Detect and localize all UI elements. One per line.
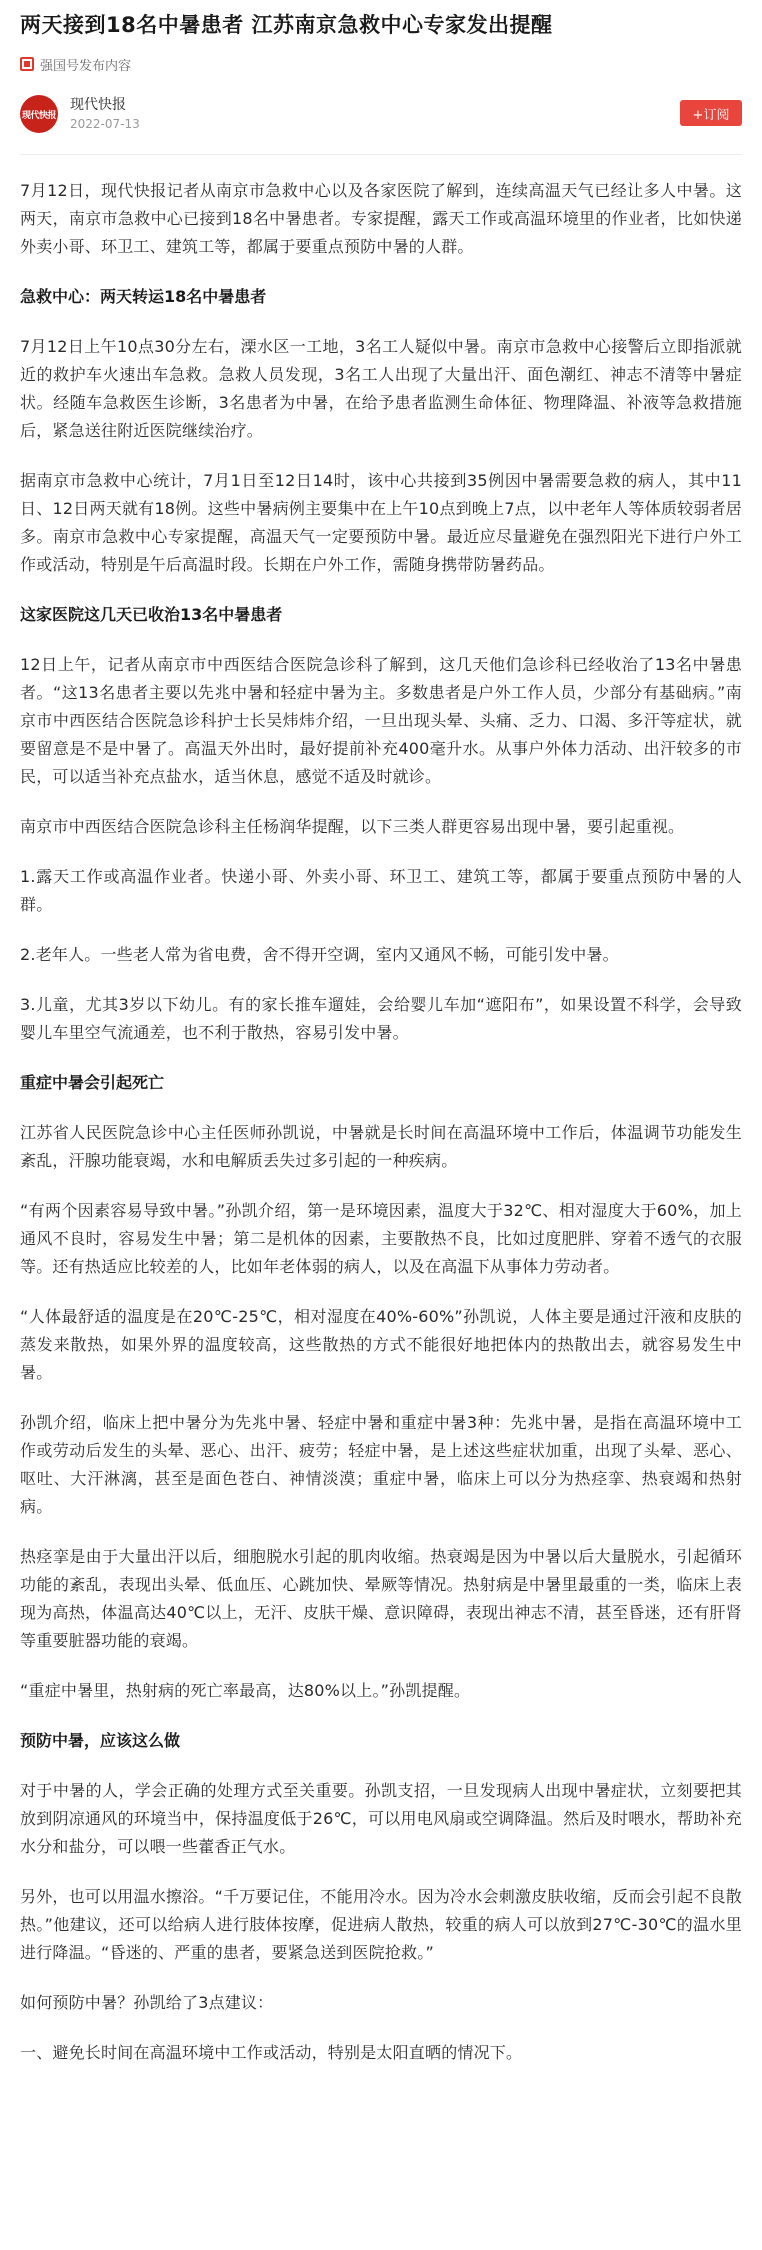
paragraph: 12日上午，记者从南京市中西医结合医院急诊科了解到，这几天他们急诊科已经收治了13名中暑患者。“这13名患者主要以先兆中暑和轻症中暑为主。多数患者是户外工作人员，少部分有基础病。”南京市中西医结合医院急诊科护士长吴炜炜介绍，一旦出现头晕、头痛、乏力、口渴、多汗等症状，就要留意是不是中暑了。高温天外出时，最好提前补充400毫升水。从事户外体力活动、出汗较多的市民，可以适当补充点盐水，适当休息，感觉不适及时就诊。 — [20, 655, 742, 786]
paragraph: 江苏省人民医院急诊中心主任医师孙凯说，中暑就是长时间在高温环境中工作后，体温调节功能发生紊乱，汗腺功能衰竭，水和电解质丢失过多引起的一种疾病。 — [20, 1123, 742, 1170]
section-heading: 预防中暑，应该这么做 — [20, 1731, 181, 1750]
article-title: 两天接到18名中暑患者 江苏南京急救中心专家发出提醒 — [20, 13, 553, 37]
paragraph: 如何预防中暑？孙凯给了3点建议： — [20, 1993, 274, 2012]
source-badge-icon — [20, 57, 34, 71]
paragraph: 对于中暑的人，学会正确的处理方式至关重要。孙凯支招，一旦发现病人出现中暑症状，立刻要把其放到阴凉通风的环境当中，保持温度低于26℃，可以用电风扇或空调降温。然后及时喂水，帮助补充水分和盐分，可以喂一些藿香正气水。 — [20, 1781, 742, 1856]
paragraph: “有两个因素容易导致中暑。”孙凯介绍，第一是环境因素，温度大于32℃、相对湿度大于60%，加上通风不良时，容易发生中暑；第二是机体的因素，主要散热不良，比如过度肥胖、穿着不透气的衣服等。还有热适应比较差的人，比如年老体弱的病人，以及在高温下从事体力劳动者。 — [20, 1201, 742, 1276]
avatar[interactable]: 现代快报 — [20, 95, 58, 133]
paragraph: “重症中暑里，热射病的死亡率最高，达80%以上。”孙凯提醒。 — [20, 1681, 471, 1700]
paragraph: 孙凯介绍，临床上把中暑分为先兆中暑、轻症中暑和重症中暑3种：先兆中暑，是指在高温环境中工作或劳动后发生的头晕、恶心、出汗、疲劳；轻症中暑，是上述这些症状加重，出现了头晕、恶心、呕吐、大汗淋漓，甚至是面色苍白、神情淡漠；重症中暑，临床上可以分为热痉挛、热衰竭和热射病。 — [20, 1413, 742, 1516]
paragraph: 2.老年人。一些老人常为省电费，舍不得开空调，室内又通风不畅，可能引发中暑。 — [20, 945, 619, 964]
publish-date: 2022-07-13 — [70, 117, 140, 131]
paragraph: “人体最舒适的温度是在20℃-25℃，相对湿度在40%-60%”孙凯说，人体主要是通过汗液和皮肤的蒸发来散热，如果外界的温度较高，这些散热的方式不能很好地把体内的热散出去，就容易发生中暑。 — [20, 1307, 742, 1382]
author-info — [70, 95, 140, 133]
paragraph: 3.儿童，尤其3岁以下幼儿。有的家长推车遛娃，会给婴儿车加“遮阳布”，如果设置不科学，会导致婴儿车里空气流通差，也不利于散热，容易引发中暑。 — [20, 995, 742, 1042]
paragraph: 一、避免长时间在高温环境中工作或活动，特别是太阳直晒的情况下。 — [20, 2043, 523, 2062]
section-heading: 重症中暑会引起死亡 — [20, 1073, 165, 1092]
author-row — [20, 92, 742, 136]
source-row — [20, 54, 742, 74]
section-heading: 急救中心：两天转运18名中暑患者 — [20, 287, 267, 306]
subscribe-button[interactable]: +订阅 — [680, 100, 742, 126]
paragraph: 据南京市急救中心统计，7月1日至12日14时，该中心共接到35例因中暑需要急救的病人，其中11日、12日两天就有18例。这些中暑病例主要集中在上午10点到晚上7点，以中老年人等体质较弱者居多。南京市急救中心专家提醒，高温天气一定要预防中暑。最近应尽量避免在强烈阳光下进行户外工作或活动，特别是午后高温时段。长期在户外工作，需随身携带防暑药品。 — [20, 471, 742, 574]
article-body — [20, 177, 742, 2067]
divider — [20, 154, 742, 155]
paragraph: 7月12日上午10点30分左右，溧水区一工地，3名工人疑似中暑。南京市急救中心接警后立即指派就近的救护车火速出车急救。急救人员发现，3名工人出现了大量出汗、面色潮红、神志不清等中暑症状。经随车急救医生诊断，3名患者为中暑，在给予患者监测生命体征、物理降温、补液等急救措施后，紧急送往附近医院继续治疗。 — [20, 337, 742, 440]
paragraph: 南京市中西医结合医院急诊科主任杨润华提醒，以下三类人群更容易出现中暑，要引起重视。 — [20, 817, 685, 836]
paragraph: 7月12日，现代快报记者从南京市急救中心以及各家医院了解到，连续高温天气已经让多人中暑。这两天，南京市急救中心已接到18名中暑患者。专家提醒，露天工作或高温环境里的作业者，比如快递外卖小哥、环卫工、建筑工等，都属于要重点预防中暑的人群。 — [20, 181, 742, 256]
paragraph: 1.露天工作或高温作业者。快递小哥、外卖小哥、环卫工、建筑工等，都属于要重点预防中暑的人群。 — [20, 867, 742, 914]
source-label: 强国号发布内容 — [40, 58, 132, 74]
paragraph: 另外，也可以用温水擦浴。“千万要记住，不能用冷水。因为冷水会刺激皮肤收缩，反而会引起不良散热。”他建议，还可以给病人进行肢体按摩，促进病人散热，较重的病人可以放到27℃-30℃的温水里进行降温。“昏迷的、严重的患者，要紧急送到医院抢救。” — [20, 1887, 742, 1962]
section-heading: 这家医院这几天已收治13名中暑患者 — [20, 605, 283, 624]
paragraph: 热痉挛是由于大量出汗以后，细胞脱水引起的肌肉收缩。热衰竭是因为中暑以后大量脱水，引起循环功能的紊乱，表现出头晕、低血压、心跳加快、晕厥等情况。热射病是中暑里最重的一类，临床上表现为高热，体温高达40℃以上，无汗、皮肤干燥、意识障碍，表现出神志不清，甚至昏迷，还有肝肾等重要脏器功能的衰竭。 — [20, 1547, 742, 1650]
author-name[interactable]: 现代快报 — [70, 97, 126, 113]
